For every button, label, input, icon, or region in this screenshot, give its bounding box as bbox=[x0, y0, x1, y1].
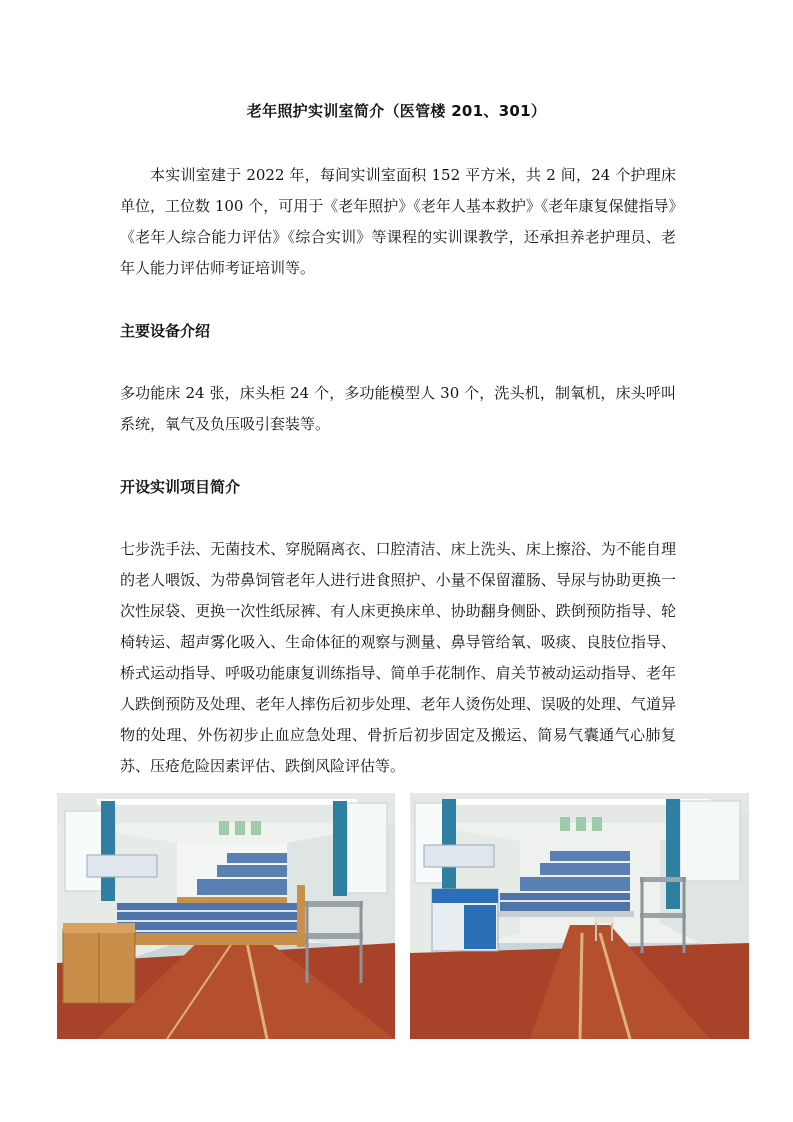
page-title: 老年照护实训室简介（医管楼 201、301） bbox=[246, 102, 547, 120]
equipment-paragraph: 多功能床 24 张，床头柜 24 个，多功能模型人 30 个，洗头机，制氧机，床头呼叫系统，氧气及负压吸引套装等。 bbox=[120, 384, 676, 433]
training-room-photo-left bbox=[57, 793, 395, 1039]
projects-heading: 开设实训项目简介 bbox=[120, 478, 241, 496]
projects-paragraph: 七步洗手法、无菌技术、穿脱隔离衣、口腔清洁、床上洗头、床上擦浴、为不能自理的老人喂饭、为带鼻饲管老年人进行进食照护、小量不保留灌肠、导尿与协助更换一次性尿袋、更换一次性纸尿裤、有人床更换床单、协助翻身侧卧、跌倒预防指导、轮椅转运、超声雾化吸入、生命体征的观察与测量、鼻导管给氧、吸痰、良肢位指导、桥式运动指导、呼吸功能康复训练指导、简单手花制作、肩关节被动运动指导、老年人跌倒预防及处理、老年人摔伤后初步处理、老年人烫伤处理、误吸的处理、气道异物的处理、外伤初步止血应急处理、骨折后初步固定及搬运、简易气囊通气心肺复苏、压疮危险因素评估、跌倒风险评估等。 bbox=[120, 540, 676, 775]
training-room-photo-right bbox=[410, 793, 749, 1039]
training-room-right-illustration bbox=[410, 793, 749, 1039]
intro-paragraph: 本实训室建于 2022 年，每间实训室面积 152 平方米，共 2 间，24 个护理床单位，工位数 100 个，可用于《老年照护》《老年人基本救护》《老年康复保健指导》《老年人综合能力评估》《综合实训》等课程的实训课教学，还承担养老护理员、老年人能力评估师考证培训等。 bbox=[120, 166, 676, 277]
training-room-left-illustration bbox=[57, 793, 395, 1039]
equipment-heading: 主要设备介绍 bbox=[120, 322, 211, 340]
